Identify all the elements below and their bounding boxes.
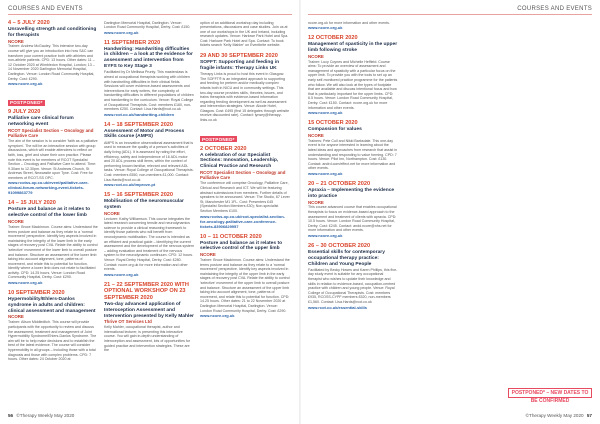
event-organiser: NCORE bbox=[308, 53, 324, 59]
event-title: A celebration of our Specialist Sections: Innovation, Leadership, Clinical Practice and Research bbox=[200, 152, 279, 170]
left-header-rule bbox=[8, 14, 292, 15]
event-date: 15 OCTOBER 2020 bbox=[308, 120, 358, 127]
event-listing bbox=[200, 53, 290, 123]
event-organiser: RCOT Specialist Section – Oncology and Palliative Care bbox=[200, 170, 286, 181]
event-listing bbox=[308, 243, 398, 310]
right-page-header: COURSES AND EVENTS bbox=[517, 6, 592, 12]
event-listing bbox=[8, 20, 98, 86]
postponed-notice-banner: POSTPONED* – NEW DATES TO BE CONFIRMED bbox=[508, 388, 592, 398]
event-description: Trainer: Alison Middleditch. This course will provide participants with the opportunity to review and discuss the assessment, treatment and management of Joint Hypermobility Syndrome/Ehlers-Danlos Syndrome. The aim will be to help make decisions and to establish the best of the latest evidence. The course will consider hypermobility in all groups – including those with a total diagnosis and those with complex problems. CPD: 7 hours. Other dates: 24 October 2020 at bbox=[8, 320, 97, 362]
event-date: 15 – 16 SEPTEMBER 2020 bbox=[104, 192, 174, 199]
left-publication: ©Therapy Weekly May 2020 bbox=[16, 413, 75, 418]
event-title: Management of spasticity in the upper limb following stroke bbox=[308, 42, 398, 53]
right-header-rule bbox=[308, 14, 592, 15]
event-listing bbox=[104, 122, 194, 187]
event-listing bbox=[8, 91, 98, 195]
event-organiser: NCORE bbox=[8, 38, 24, 44]
event-title: Apraxia – Implementing the evidence into practice bbox=[308, 187, 395, 199]
event-date: 2 OCTOBER 2020 bbox=[200, 145, 247, 152]
right-column-1 bbox=[308, 20, 398, 405]
left-page-number: 56 bbox=[8, 413, 14, 418]
event-organiser: NCORE bbox=[104, 210, 120, 216]
event-link[interactable]: www.rcotss-op.co.uk/event/palliative-care-clinical-forum-networking-event-tickets-91099863779 bbox=[8, 180, 89, 196]
event-date: 21 – 22 SEPTEMBER 2020 WITH OPTIONAL WORKSHOP ON 23 SEPTEMBER 2020 bbox=[104, 281, 189, 301]
event-organiser: NCORE bbox=[200, 252, 216, 258]
event-date: 10 SEPTEMBER 2020 bbox=[8, 290, 65, 297]
event-link[interactable]: www.ncore.org.uk bbox=[8, 81, 43, 87]
event-listing bbox=[200, 21, 290, 49]
event-listing bbox=[104, 40, 194, 117]
event-link[interactable]: www.ncore.org.uk bbox=[104, 29, 139, 35]
event-description: Trainer: Bruce Mackinnon. Course aims: Understand the terms posture and balance as they relate to a 'normal movement' perspective. Identify key aspects involved in maintaining the integrity of the lower limb in the early stages of recovery post CVA. Relate the ability to control 'selective' movement of the lower limb to overall posture and balance. Structure an assessment of the lower limb taking into account alignment, tone, patterns of movement, and relate this to potential for function. Identify where a lower limb does not relate to facilitated activity. CPD: 14.25 hours. Venue: London Road Community Hospital, Derby. Cost: £290. bbox=[8, 224, 98, 280]
event-date: 20 – 21 OCTOBER 2020 bbox=[308, 180, 371, 187]
left-page-header: COURSES AND EVENTS bbox=[8, 6, 83, 12]
event-description: Facilitated by Becky Howes and Karen Phillips, this five-day study event is suitable for any occupational therapist who wishes to update their knowledge and skills in relation to evidence-based, occupation-centred practice with children and young people. Venue: Royal College of Occupational Therapists. Cost: members £935, RCOSS-CYPF members £520, non-members £1,560. Contact: Lisa.Hards@rcot.co.uk bbox=[308, 267, 398, 305]
event-title: Assessment of Motor and Process Skills course (AMPS) bbox=[104, 128, 185, 140]
event-organiser: NCORE bbox=[308, 132, 324, 138]
event-description: Facilitated by Dr Mellissa Prunty. This masterclass is aimed at occupational therapists working with children with handwriting difficulties in their clinical fields. Sessions will cover evidence-based assessments and interventions for early writers, the complexity of handwriting difficulties in different populations of children and handwriting in the curriculum. Venue: Royal College of Occupational Therapists. Cost: members £160, non-members £250. Contact: Lisa.Hards@rcot.co.uk bbox=[104, 70, 194, 112]
event-title: Mobilisation of the neuromuscular system bbox=[104, 199, 184, 210]
event-description: Lecturer: Kathy Williamson. This course integrates the latest research concerning tensile and neurodynamics science to provide a clinical reasoning framework to identify those patients who will benefit from neurodynamic mobilisation. The course is intended as an efficient and practical guide – identifying the current assessment and the development of the nervous system – adding evaluation and treatment of the nervous system to the neurodynamic continuum. CPD: 12 hours. Venue: Royal Derby Hospital, Derby. Cost: £280. Contact: ncore.org.uk for more information and other events. bbox=[104, 216, 194, 272]
event-link[interactable]: www.ncore.org.uk bbox=[8, 280, 43, 286]
event-title: Hypermobility/Ehlers-Danlos syndrome in adults and children: clinical assessment and management bbox=[8, 297, 96, 314]
event-description: ncore.org.uk for more information and other events. bbox=[308, 20, 390, 25]
event-link[interactable]: www.ncore.org.uk bbox=[308, 233, 343, 238]
event-listing bbox=[200, 234, 290, 319]
event-title: Unravelling strength and conditioning for therapists bbox=[8, 26, 97, 38]
left-footer bbox=[8, 413, 74, 418]
postponed-badge: POSTPONED* bbox=[10, 100, 43, 106]
event-title: Posture and balance as it relates to selective control of the upper limb bbox=[200, 240, 283, 252]
event-description: Kelly Mahler, occupational therapist, author and international lecturer, is presenting this interactive course. You will gain in-depth understanding of interoception and assessment, lots of opportunities for guided practice and intervention strategies. These are the bbox=[104, 325, 191, 353]
event-link[interactable]: www.rcotss-op.co.uk/rcot-specialist-section-for-oncology-palliative-care-conference-tickets-83906829957 bbox=[200, 213, 285, 229]
right-page bbox=[300, 0, 600, 424]
event-date: 9 JULY 2020 bbox=[8, 109, 41, 116]
event-link[interactable]: www.ncore.org.uk bbox=[200, 313, 235, 319]
event-date: 10 – 11 OCTOBER 2020 bbox=[200, 233, 262, 240]
event-date: 29 AND 30 SEPTEMBER 2020 bbox=[200, 53, 278, 60]
event-listing bbox=[104, 192, 194, 277]
event-description: Trainer: Lucy Coynes and Michelle Heffield. Course aims: To provide an overview of assessment and management of spasticity with a particular focus on the upper limb. To provide you with the tools to set up an early self-monitored practice programme for the patients who follow. We will also look at the types of footplate that are available and discuss intentional focus and how that is particularly important for the upper limbs. CPD: 6.5 hours. Venue: London Road Community Hospital, Derby. Cost: £150. Contact: ncore.org.uk for more information and other events. bbox=[308, 59, 398, 110]
event-listing bbox=[308, 35, 398, 115]
event-description: Therapy Links is proud to host this event in Glasgow. The SOFFT® is an integrated approach to supporting and feeding for preterm and/or medically complex infants both in NICU and in community settings. This two-day course provides skills, theories, issues, and trains therapists with evidence-based information regarding feeding development as well as assessment and intervention strategies. Venue: Abode Hotel, Glasgow. Cost: £495 (first 15 delegates through website receive discounted rate). Contact: lynsey@therapy-links.co.uk bbox=[200, 72, 290, 123]
event-description: option of an additional workshop day including presentations, discussions and case studies. Join us at one of our workshops in the UK and Ireland, including research updates. Venue: Harlowe Park Hotel and Spa. Cost: Harlowe Park Hotel and Spa. Contact: To book tickets search 'Kelly Mahler' on Eventbrite website. bbox=[200, 20, 289, 48]
event-description: This course advanced course that enables occupational therapists to focus on evidence-based approach to the assessment and treatment of clients with apraxia. CPD: 10.5 hours. Venue: London Road Community Hospital, Derby. Cost: £245. Contact: andd.ncore@nhs.net for more information and other events. bbox=[308, 205, 397, 233]
event-link[interactable]: www.ncore.org.uk bbox=[308, 170, 343, 176]
left-column-3 bbox=[200, 20, 290, 405]
event-organiser: NCORE bbox=[308, 199, 324, 205]
event-title: Essential skills for contemporary occupational therapy practice: Children and Young People bbox=[308, 249, 385, 267]
event-description: Trainers: Pete Cull and Nikki Barksdale. This one-day event is for anyone interested in learning about the latest ideas and approaches from research that assist in understanding and responding to value forming. CPD: 7 hours. Venue: Pilot Inn, Northampton. Cost: £130. Contact: andrd.com/effect.net for more information and other events. bbox=[308, 138, 398, 171]
event-title: SOFFT: Supporting and feeding in fragile infants: Therapy Links UK bbox=[200, 60, 280, 71]
left-column-1 bbox=[8, 20, 98, 405]
event-link[interactable]: www.rcot.co.uk/essential-skills bbox=[308, 304, 367, 310]
event-organiser: NCORE bbox=[8, 219, 24, 225]
event-link[interactable]: www.rcot.co.uk/handwriting-children bbox=[104, 111, 175, 117]
event-listing bbox=[200, 128, 290, 229]
event-link[interactable]: www.ncore.org.uk bbox=[104, 271, 139, 277]
event-title: Palliative care clinical forum networking event bbox=[8, 116, 74, 128]
event-date: 14 – 15 JULY 2020 bbox=[8, 200, 56, 207]
event-date: 26 – 30 OCTOBER 2020 bbox=[308, 243, 371, 249]
event-organiser: NCORE bbox=[8, 314, 24, 320]
event-description: The conference will comprise Oncology, Palliative Care, Clinical and Research and ICT. We will be featuring abstract submissions from members. Further details of speakers to be announced. Venue: The Studio, 67 Lever St, Manchester M1 1FL. Cost: Presenters £45 (Specialist Section Members £30); Non-specialist Section Members £100. bbox=[200, 181, 290, 213]
event-description: Trainer: Andrew McGauley. This intensive two-day course will give you an introduction into how S&C can transform your current practice both with athletes and non-athlete patients. CPD: 13 hours. Other dates: 11 – 12 October 2020 at Wimbledon Hospital, London; 13 – 14 November 2020 Darlington Memorial Hospital, Darlington. Venue: London Road Community Hospital, Derby. Cost: £290. bbox=[8, 44, 95, 81]
event-date: 12 OCTOBER 2020 bbox=[308, 35, 358, 42]
event-listing bbox=[104, 21, 194, 35]
event-link[interactable]: www.rcot.co.uk/improve-pt bbox=[104, 182, 156, 188]
postponed-badge: POSTPONED* bbox=[202, 136, 235, 142]
right-publication: ©Therapy Weekly May 2020 bbox=[525, 413, 584, 418]
event-listing bbox=[8, 200, 98, 285]
event-date: 4 – 5 JULY 2020 bbox=[8, 20, 50, 26]
right-footer bbox=[526, 413, 592, 418]
event-listing bbox=[8, 290, 98, 362]
event-title: Handwriting: Handwriting difficulties in children – a look at the evidence for assessment and intervention from EYFS to Key Stage 3 bbox=[104, 46, 193, 70]
right-page-number: 57 bbox=[586, 413, 592, 418]
event-link[interactable]: www.ncore.org.uk bbox=[308, 110, 343, 116]
event-listing bbox=[308, 21, 398, 31]
event-date: 14 – 18 SEPTEMBER 2020 bbox=[104, 121, 174, 128]
event-link[interactable]: www.ncore.org.uk bbox=[308, 25, 343, 31]
event-description: AMPS is an innovative observational assessment that is used to measure the quality of a person's activities of daily living (ADL). It is assessed by rating the effort, efficiency, safety and independence of 16 ADL motor and 20 ADL process skill items, within the context of performing known familiar, relevant and relevant ADL tasks. Venue: Royal College of Occupational Therapists. Cost: members £550, non-members £1,000. Contact: Lisa.Hards@rcot.co.uk bbox=[104, 140, 194, 182]
event-title: Two-day advanced application of Interoception Assessment and Intervention presented by Kelly Mahler bbox=[104, 301, 194, 319]
event-title: Compassion for values bbox=[308, 127, 362, 133]
event-description: Trainer: Bruce Mackinnon. Course aims: Understand the terms posture and balance as they relate to a 'normal movement' perspective. Identify key aspects involved in maintaining the integrity of the upper limb in the early stages of recovery post CVA. Relate the ability to control 'selective' movement of the upper limb to overall posture and balance. Structure an assessment of the upper limb taking into account alignment, tone, patterns of movement, and relate this to potential for function. CPD: 14.25 hours. Other dates: 21 to 22 November 2020 at Darlington Memorial Hospital, Darlington. Venue: London Road Community Hospital, Derby. Cost: £290. bbox=[200, 258, 290, 313]
event-organiser: RCOT Specialist Section – Oncology and Palliative Care bbox=[8, 127, 94, 139]
event-organiser: Thrive OT Services Ltd bbox=[104, 319, 152, 325]
event-title: Posture and balance as it relates to selective control of the lower limb bbox=[8, 207, 91, 219]
event-listing bbox=[104, 282, 194, 353]
left-column-2 bbox=[104, 20, 194, 405]
event-description: Darlington Memorial Hospital, Darlington. Venue: London Road Community Hospital, Derby. Cost: £150. bbox=[104, 20, 191, 30]
event-listing bbox=[308, 120, 398, 176]
event-date: 11 SEPTEMBER 2020 bbox=[104, 39, 161, 46]
event-listing bbox=[308, 181, 398, 238]
event-description: The aim of the session is to consider 'faith as a palliative symptom'. The will be an interactive session with group discussions, which will enable attendees to reflect on faith, loss, grief and share their own practice. Please note this event is for members of RCOT Specialist Section – Oncology and Palliative Care to attend. Time: 9.30am to 12.30pm. Venue: St Andrews Church, St Andrews Street, Newcastle upon Tyne. Cost: Free for members of RCOT-SS OPC. bbox=[8, 139, 98, 180]
